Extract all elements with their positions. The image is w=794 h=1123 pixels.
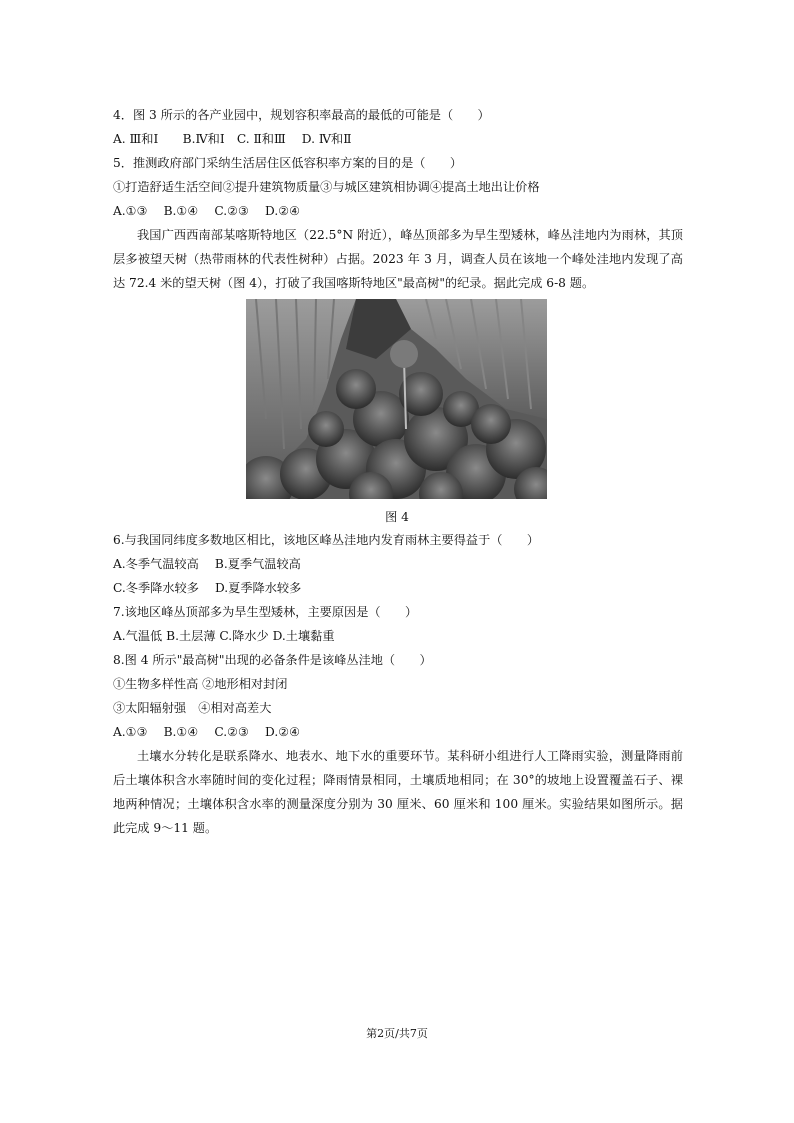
passage-karst: 我国广西西南部某喀斯特地区（22.5°N 附近），峰丛顶部多为旱生型矮林，峰丛洼地内为雨林，其顶层多被望天树（热带雨林的代表性树种）占据。2023 年 3 月，调查人员在该地一个峰处洼地内发现了高达 72.4 米的望天树（图 4），打破了我国喀斯特地区"最高树"的纪录。据此完成 6-8 题。 [113,228,683,290]
q6-stem: 6.与我国同纬度多数地区相比，该地区峰丛洼地内发育雨林主要得益于（ ） [113,533,540,547]
q8-stem: 8.图 4 所示"最高树"出现的必备条件是该峰丛洼地（ ） [113,653,432,667]
q6-options-line2: C.冬季降水较多 D.夏季降水较多 [113,581,302,595]
q8-choices-line1: ①生物多样性高 ②地形相对封闭 [113,677,288,691]
q5-options: A.①③ B.①④ C.②③ D.②④ [113,204,301,218]
q5-choices: ①打造舒适生活空间②提升建筑物质量③与城区建筑相协调④提高土地出让价格 [113,180,540,194]
q7-stem: 7.该地区峰丛顶部多为旱生型矮林，主要原因是（ ） [113,605,418,619]
figure-4-photo [246,299,547,499]
q4-stem: 4．图 3 所示的各产业园中，规划容积率最高的最低的可能是（ ） [113,108,490,122]
q8-options: A.①③ B.①④ C.②③ D.②④ [113,725,301,739]
passage-soil-water: 土壤水分转化是联系降水、地表水、地下水的重要环节。某科研小组进行人工降雨实验，测量降雨前后土壤体积含水率随时间的变化过程；降雨情景相同，土壤质地相同；在 30°的坡地上设置覆盖石子、裸地两种情况；土壤体积含水率的测量深度分别为 30 厘米、60 厘米和 100 厘米。实验结果如图所示。据此完成 9～11 题。 [113,749,683,835]
figure-caption: 图 4 [385,510,409,524]
karst-forest-image [246,299,547,499]
q5-stem: 5．推测政府部门采纳生活居住区低容积率方案的目的是（ ） [113,156,463,170]
q8-choices-line2: ③太阳辐射强 ④相对高差大 [113,701,272,715]
q4-options: A. Ⅲ和Ⅰ B.Ⅳ和Ⅰ C. Ⅱ和Ⅲ D. Ⅳ和Ⅱ [113,132,352,146]
q6-options-line1: A.冬季气温较高 B.夏季气温较高 [113,557,301,571]
page-number: 第2页/共7页 [366,1027,428,1040]
q7-options: A.气温低 B.土层薄 C.降水少 D.土壤黏重 [113,629,335,643]
